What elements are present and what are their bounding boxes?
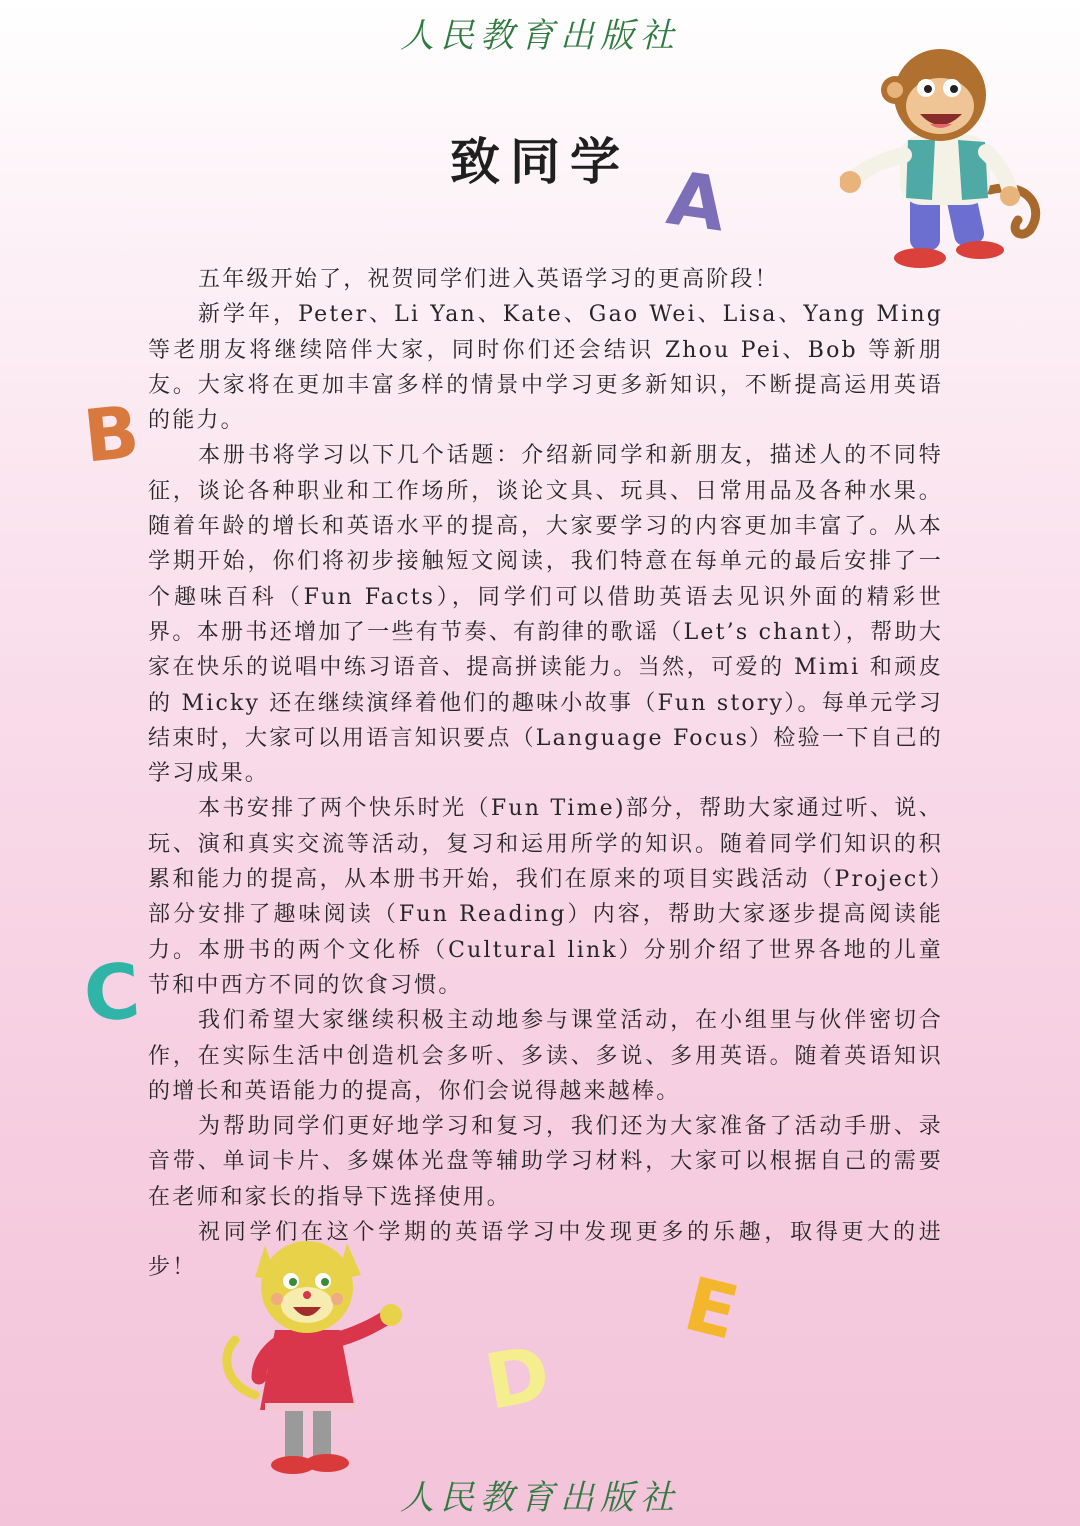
paragraph: 本书安排了两个快乐时光（Fun Time)部分，帮助大家通过听、说、玩、演和真实交流等活动，复习和运用所学的知识。随着同学们知识的积累和能力的提高，从本册书开始，我们在原来的项目实践活动（Project）部分安排了趣味阅读（Fun Reading）内容，帮助大家逐步提高阅读能力。本册书的两个文化桥（Cultural link）分别介绍了世界各地的儿童节和中西方不同的饮食习惯。: [148, 796, 943, 998]
decorative-letter-d: D: [478, 1328, 557, 1427]
decorative-letter-b: B: [79, 389, 144, 479]
paragraph: 我们希望大家继续积极主动地参与课堂活动，在小组里与伙伴密切合作，在实际生活中创造机会多听、多读、多说、多用英语。随着英语知识的增长和英语能力的提高，你们会说得越来越棒。: [148, 1008, 943, 1104]
publisher-logo-top: 人民教育出版社: [400, 16, 680, 56]
publisher-logo-bottom: 人民教育出版社: [400, 1478, 680, 1518]
paragraph: 祝同学们在这个学期的英语学习中发现更多的乐趣，取得更大的进步！: [148, 1220, 943, 1281]
paragraph: 新学年，Peter、Li Yan、Kate、Gao Wei、Lisa、Yang Ming 等老朋友将继续陪伴大家，同时你们还会结识 Zhou Pei、Bob 等新朋友。大家将在更加丰富多样的情景中学习更多新知识，不断提高运用英语的能力。: [148, 302, 943, 434]
decorative-letter-c: C: [80, 946, 143, 1039]
paragraph: 为帮助同学们更好地学习和复习，我们还为大家准备了活动手册、录音带、单词卡片、多媒体光盘等辅助学习材料，大家可以根据自己的需要在老师和家长的指导下选择使用。: [148, 1114, 943, 1210]
letter-body: [148, 262, 943, 1286]
paragraph: 五年级开始了，祝贺同学们进入英语学习的更高阶段！: [198, 267, 779, 292]
page-title: 致同学: [450, 132, 630, 191]
decorative-letter-a: A: [662, 155, 731, 249]
decorative-letter-e: E: [676, 1261, 747, 1357]
monkey-icon: [840, 40, 1045, 275]
paragraph: 本册书将学习以下几个话题：介绍新同学和新朋友，描述人的不同特征，谈论各种职业和工作场所，谈论文具、玩具、日常用品及各种水果。随着年龄的增长和英语水平的提高，大家要学习的内容更加丰富了。从本学期开始，你们将初步接触短文阅读，我们特意在每单元的最后安排了一个趣味百科（Fun Facts），同学们可以借助英语去见识外面的精彩世界。本册书还增加了一些有节奏、有韵律的歌谣（Let’s chant），帮助大家在快乐的说唱中练习语音、提高拼读能力。当然，可爱的 Mimi 和顽皮的 Micky 还在继续演绎着他们的趣味小故事（Fun story）。每单元学习结束时，大家可以用语言知识要点（Language Focus）检验一下自己的学习成果。: [148, 443, 943, 787]
